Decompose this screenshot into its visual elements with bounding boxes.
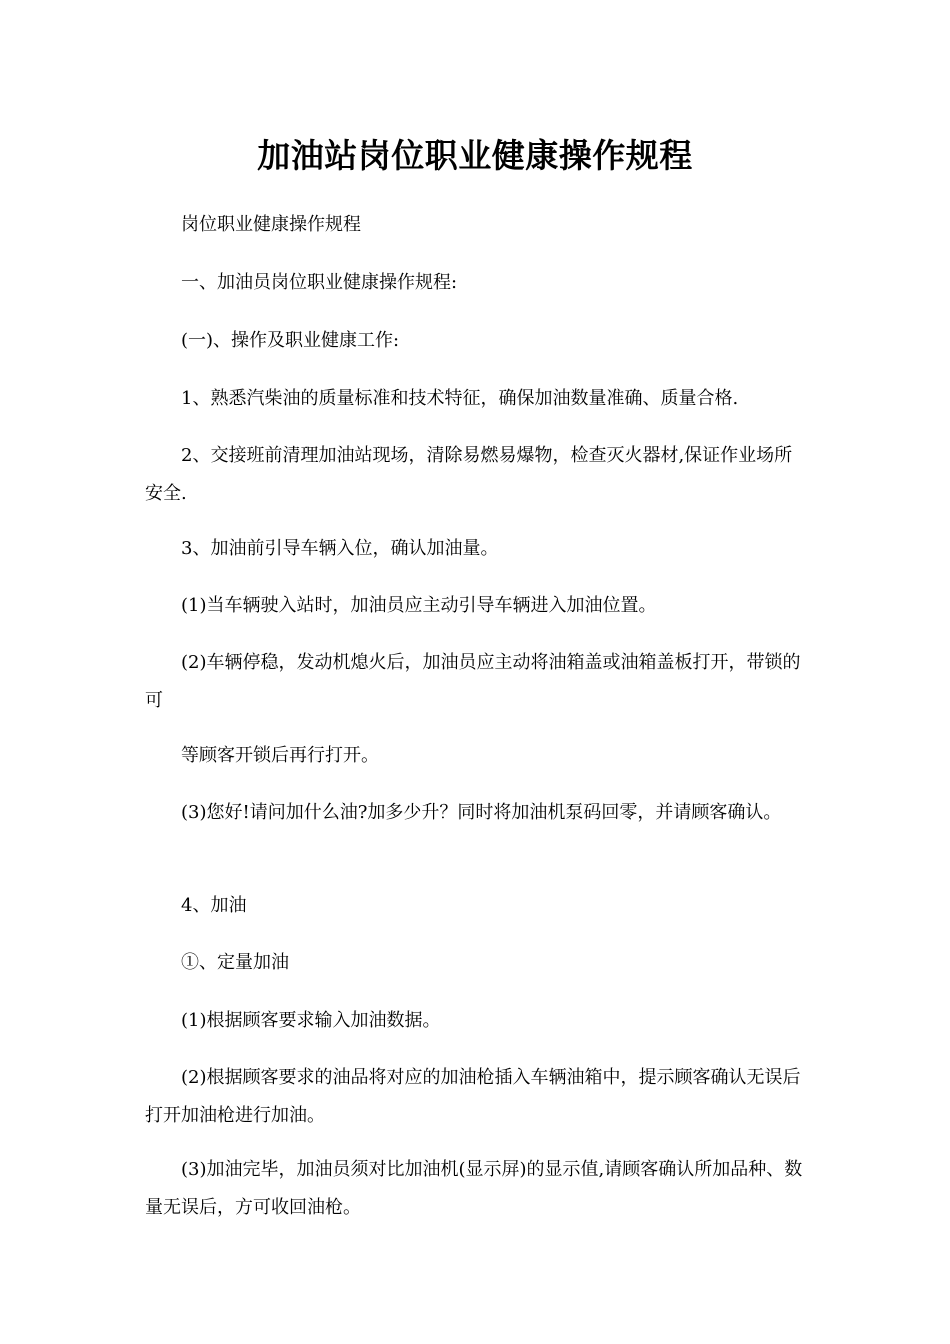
paragraph-item-3-2-cont: 等顾客开锁后再行打开。 bbox=[181, 745, 379, 766]
paragraph-subtitle: 岗位职业健康操作规程 bbox=[181, 214, 361, 235]
paragraph-item-3-3: (3)您好!请问加什么油?加多少升？同时将加油机泵码回零，并请顾客确认。 bbox=[181, 802, 782, 823]
paragraph-item-4-a-1: (1)根据顾客要求输入加油数据。 bbox=[181, 1010, 441, 1031]
paragraph-item-3-2: (2)车辆停稳，发动机熄火后，加油员应主动将油箱盖或油箱盖板打开，带锁的可 bbox=[145, 652, 801, 711]
paragraph-item-2: 2、交接班前清理加油站现场，清除易燃易爆物，检查灭火器材,保证作业场所安全. bbox=[145, 445, 793, 504]
paragraph-item-4-a-3: (3)加油完毕，加油员须对比加油机(显示屏)的显示值,请顾客确认所加品种、数量无误后，方可收回油枪。 bbox=[145, 1159, 803, 1218]
paragraph-item-4-a: ①、定量加油 bbox=[181, 952, 289, 973]
paragraph-item-3: 3、加油前引导车辆入位，确认加油量。 bbox=[181, 538, 499, 559]
paragraph-item-4: 4、加油 bbox=[181, 895, 247, 916]
paragraph-subsection-1: (一)、操作及职业健康工作: bbox=[181, 330, 400, 351]
paragraph-item-1: 1、熟悉汽柴油的质量标准和技术特征，确保加油数量准确、质量合格. bbox=[181, 388, 739, 409]
paragraph-item-4-a-2: (2)根据顾客要求的油品将对应的加油枪插入车辆油箱中，提示顾客确认无误后打开加油枪进行加油。 bbox=[145, 1067, 801, 1126]
paragraph-section-1: 一、加油员岗位职业健康操作规程: bbox=[181, 272, 458, 293]
document-title: 加油站岗位职业健康操作规程 bbox=[257, 136, 693, 175]
paragraph-item-3-1: (1)当车辆驶入站时，加油员应主动引导车辆进入加油位置。 bbox=[181, 595, 657, 616]
